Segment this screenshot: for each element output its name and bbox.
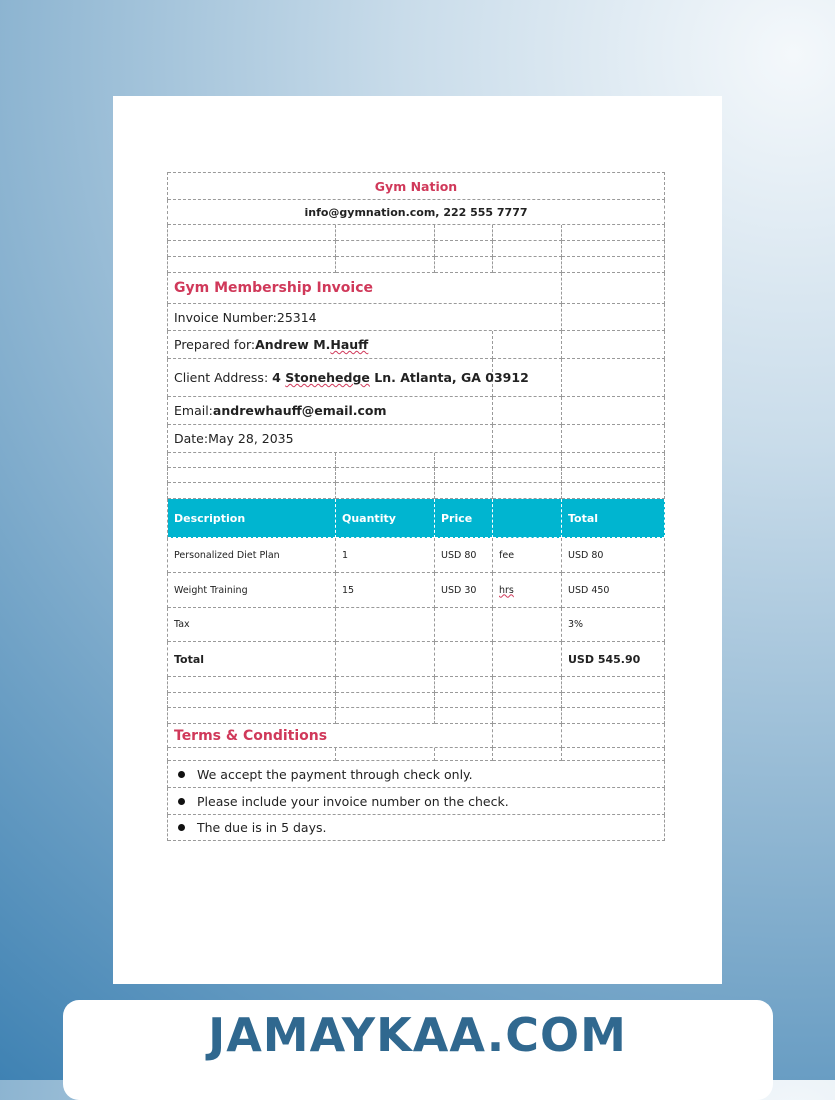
cell-price [435, 608, 493, 642]
terms-item: The due is in 5 days. [168, 815, 665, 841]
column-header-description: Description [168, 499, 336, 538]
cell-total: 3% [562, 608, 665, 642]
terms-heading: Terms & Conditions [168, 724, 493, 748]
invoice-date: May 28, 2035 [208, 431, 294, 446]
company-contact: info@gymnation.com, 222 555 7777 [168, 200, 665, 225]
email-line: Email: andrewhauff@email.com [168, 397, 493, 425]
bullet-icon [178, 824, 185, 831]
invoice-heading: Gym Membership Invoice [168, 273, 562, 304]
cell-quantity: 15 [336, 573, 435, 608]
column-header-unit [493, 499, 562, 538]
total-value: USD 545.90 [562, 642, 665, 677]
client-email: andrewhauff@email.com [212, 403, 387, 418]
cell-description: Tax [168, 608, 336, 642]
column-header-total: Total [562, 499, 665, 538]
cell-total: USD 450 [562, 573, 665, 608]
cell-quantity: 1 [336, 538, 435, 573]
cell-price: USD 80 [435, 538, 493, 573]
cell-description: Personalized Diet Plan [168, 538, 336, 573]
total-row [167, 642, 664, 677]
date-line: Date: May 28, 2035 [168, 425, 493, 453]
cell-description: Weight Training [168, 573, 336, 608]
invoice-number-line: Invoice Number: 25314 [168, 304, 562, 331]
invoice-number: 25314 [276, 309, 317, 325]
cell-total: USD 80 [562, 538, 665, 573]
table-row [167, 608, 664, 642]
table-row [167, 573, 664, 608]
client-address-line: Client Address: 4 Stonehedge Ln. Atlanta, GA 03912 [168, 359, 493, 397]
items-table-header [167, 499, 664, 538]
company-name: Gym Nation [168, 172, 665, 200]
cell-price: USD 30 [435, 573, 493, 608]
column-header-quantity: Quantity [336, 499, 435, 538]
bullet-icon [178, 798, 185, 805]
terms-item: We accept the payment through check only. [168, 761, 665, 788]
cell-unit: hrs [493, 573, 562, 608]
cell-unit [493, 608, 562, 642]
terms-item: Please include your invoice number on the check. [168, 788, 665, 815]
table-row [167, 538, 664, 573]
watermark-text: JAMAYKAA.COM [208, 1008, 627, 1062]
column-header-price: Price [435, 499, 493, 538]
cell-quantity [336, 608, 435, 642]
cell-unit: fee [493, 538, 562, 573]
bullet-icon [178, 771, 185, 778]
prepared-for-line: Prepared for: Andrew M. Hauff [168, 331, 493, 359]
invoice-table-grid [167, 172, 664, 841]
total-label: Total [168, 642, 336, 677]
